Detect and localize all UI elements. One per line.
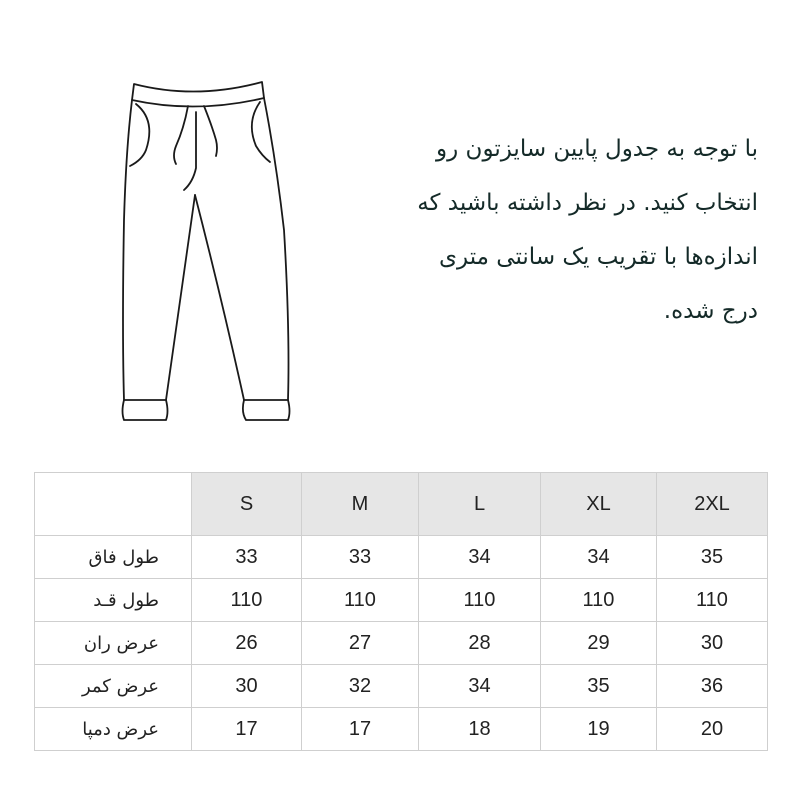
- table-cell: 110: [192, 579, 302, 622]
- table-cell: 17: [192, 708, 302, 751]
- table-cell: 29: [541, 622, 657, 665]
- row-label: طول فاق: [35, 536, 192, 579]
- size-header-s: S: [192, 473, 302, 536]
- description-line: انتخاب کنید. در نظر داشته باشید که: [417, 190, 758, 216]
- table-cell: 33: [192, 536, 302, 579]
- table-cell: 26: [192, 622, 302, 665]
- size-table: [34, 472, 768, 751]
- row-label: طول قـد: [35, 579, 192, 622]
- table-cell: 27: [302, 622, 419, 665]
- size-header-m: M: [302, 473, 419, 536]
- size-header-2xl: 2XL: [657, 473, 768, 536]
- table-cell: 19: [541, 708, 657, 751]
- table-cell: 34: [419, 536, 541, 579]
- sweatpants-icon: [110, 72, 310, 432]
- table-row: [35, 536, 768, 579]
- description-line: با توجه به جدول پایین سایزتون رو: [436, 136, 758, 162]
- table-cell: 34: [541, 536, 657, 579]
- size-header-xl: XL: [541, 473, 657, 536]
- table-cell: 18: [419, 708, 541, 751]
- table-cell: 30: [657, 622, 768, 665]
- table-cell: 33: [302, 536, 419, 579]
- table-cell: 110: [541, 579, 657, 622]
- table-cell: 34: [419, 665, 541, 708]
- row-label: عرض ران: [35, 622, 192, 665]
- table-cell: 35: [541, 665, 657, 708]
- description-line: اندازه‌ها با تقریب یک سانتی متری: [439, 244, 758, 270]
- table-cell: 110: [657, 579, 768, 622]
- table-row: [35, 579, 768, 622]
- table-row: [35, 708, 768, 751]
- table-cell: 20: [657, 708, 768, 751]
- table-row: [35, 622, 768, 665]
- size-header-row: [35, 473, 768, 536]
- size-guide-description: [340, 122, 758, 338]
- table-cell: 110: [419, 579, 541, 622]
- table-cell: 30: [192, 665, 302, 708]
- table-cell: 32: [302, 665, 419, 708]
- table-cell: 17: [302, 708, 419, 751]
- table-cell: 35: [657, 536, 768, 579]
- row-label: عرض دمپا: [35, 708, 192, 751]
- table-corner-cell: [35, 473, 192, 536]
- table-row: [35, 665, 768, 708]
- table-cell: 36: [657, 665, 768, 708]
- table-cell: 110: [302, 579, 419, 622]
- description-line: درج شده.: [663, 298, 758, 324]
- table-cell: 28: [419, 622, 541, 665]
- size-header-l: L: [419, 473, 541, 536]
- row-label: عرض کمر: [35, 665, 192, 708]
